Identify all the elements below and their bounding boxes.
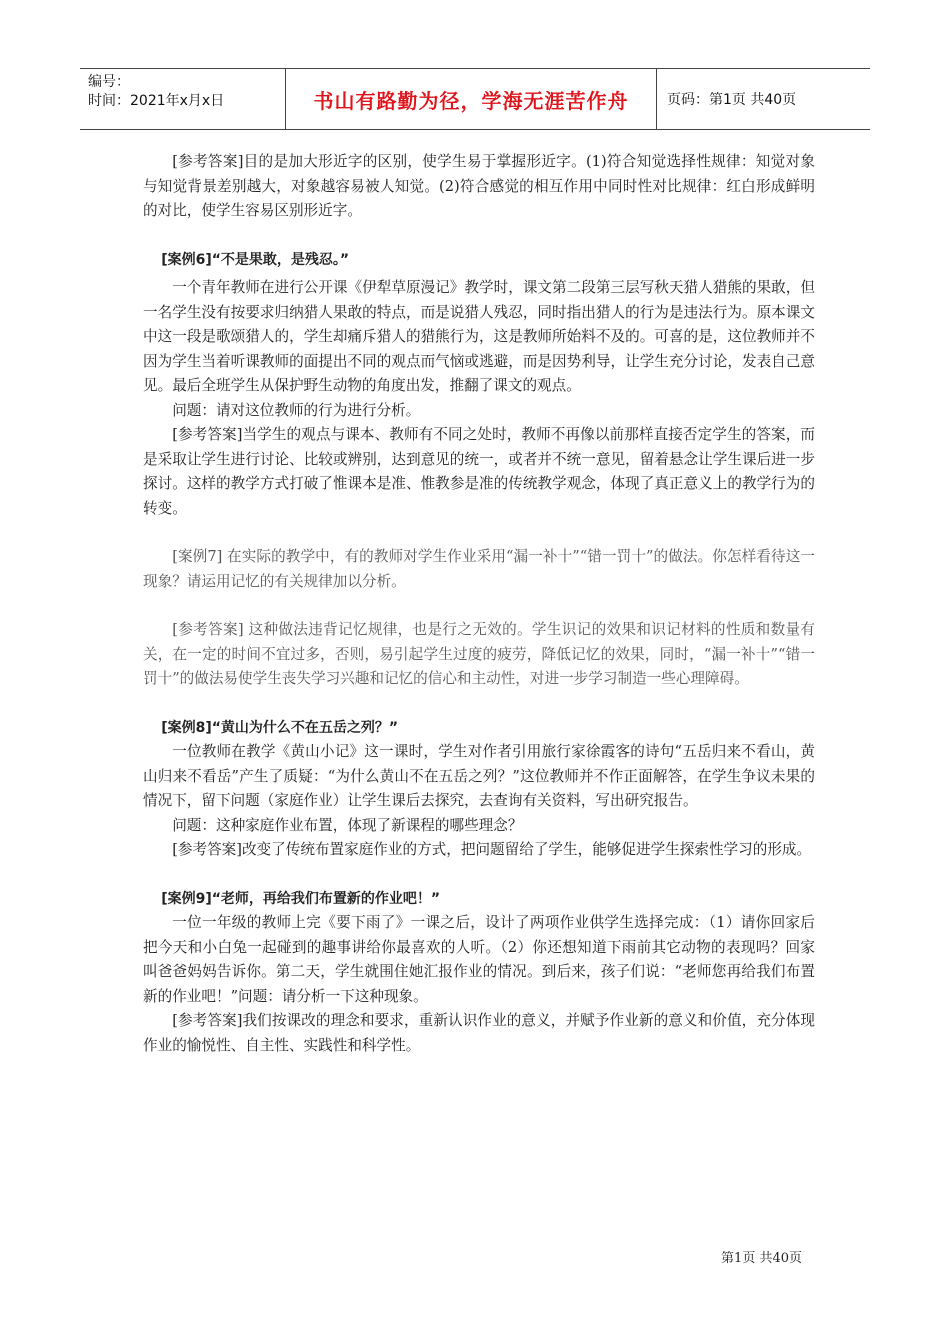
page-header <box>80 68 870 130</box>
document-body <box>143 150 815 1058</box>
header-date-label: 时间：2021年x月x日 <box>88 93 225 109</box>
page-footer: 第1页 共40页 <box>721 1251 802 1266</box>
case9-answer: [参考答案]我们按课改的理念和要求，重新认识作业的意义，并赋予作业新的意义和价值，充分体现作业的愉悦性、自主性、实践性和科学性。 <box>143 1012 815 1054</box>
case9-title: [案例9]“老师，再给我们布置新的作业吧！” <box>161 890 441 907</box>
case7-label: [案例7] <box>172 548 223 565</box>
case7-text: 在实际的教学中，有的教师对学生作业采用“漏一补十”“错一罚十”的做法。你怎样看待这一现象？请运用记忆的有关规律加以分析。 <box>143 548 815 590</box>
case9-text: 一位一年级的教师上完《要下雨了》一课之后，设计了两项作业供学生选择完成：（1）请你回家后把今天和小白兔一起碰到的趣事讲给你最喜欢的人听。（2）你还想知道下雨前其它动物的表现吗？回家叫爸爸妈妈告诉你。第二天，学生就围住她汇报作业的情况。到后来，孩子们说：“老师您再给我们布置新的作业吧！”问题：请分析一下这种现象。 <box>143 914 815 1005</box>
case8-title: [案例8]“黄山为什么不在五岳之列？” <box>161 719 399 736</box>
case6-text: 一个青年教师在进行公开课《伊犁草原漫记》教学时，课文第二段第三层写秋天猎人猎熊的果敢，但一名学生没有按要求归纳猎人果敢的特点，而是说猎人残忍，同时指出猎人的行为是违法行为。原本课文中这一段是歌颂猎人的，学生却痛斥猎人的猎熊行为，这是教师所始料不及的。可喜的是，这位教师并不因为学生当着听课教师的面提出不同的观点而气恼或逃避，而是因势利导，让学生充分讨论，发表自己意见。最后全班学生从保护野生动物的角度出发，推翻了课文的观点。 <box>143 279 815 394</box>
header-motto: 书山有路勤为径，学海无涯苦作舟 <box>285 69 657 129</box>
case8-answer: [参考答案]改变了传统布置家庭作业的方式，把问题留给了学生，能够促进学生探索性学习的形成。 <box>172 841 812 858</box>
header-meta <box>80 69 285 129</box>
case6-question: 问题：请对这位教师的行为进行分析。 <box>172 401 421 419</box>
case7-answer: 这种做法违背记忆规律，也是行之无效的。学生识记的效果和识记材料的性质和数量有关，在一定的时间不宜过多，否则，易引起学生过度的疲劳，降低记忆的效果，同时，“漏一补十”“错一罚十”的做法易使学生丧失学习兴趣和记忆的信心和主动性，对进一步学习制造一些心理障碍。 <box>143 621 815 687</box>
case6-title: [案例6]“不是果敢，是残忍。” <box>161 251 350 268</box>
case8-question: 问题：这种家庭作业布置，体现了新课程的哪些理念？ <box>172 816 523 834</box>
case7-answer-label: [参考答案] <box>172 621 244 638</box>
case7-paragraph <box>143 545 815 594</box>
case6-answer: [参考答案]当学生的观点与课本、教师有不同之处时，教师不再像以前那样直接否定学生的答案，而是采取让学生进行讨论、比较或辨别，达到意见的统一，或者并不统一意见，留着悬念让学生课后进一步探讨。这样的教学方式打破了惟课本是准、惟教参是准的传统教学观念，体现了真正意义上的教学行为的转变。 <box>143 426 815 517</box>
header-page-label: 页码：第1页 共40页 <box>667 92 797 108</box>
case8-text: 一位教师在教学《黄山小记》这一课时，学生对作者引用旅行家徐霞客的诗句“五岳归来不看山，黄山归来不看岳”产生了质疑：“为什么黄山不在五岳之列？”这位教师并不作正面解答，在学生争议未果的情况下，留下问题（家庭作业）让学生课后去探究，去查询有关资料，写出研究报告。 <box>143 743 815 809</box>
answer-paragraph: [参考答案]目的是加大形近字的区别，使学生易于掌握形近字。(1)符合知觉选择性规律：知觉对象与知觉背景差别越大，对象越容易被人知觉。(2)符合感觉的相互作用中同时性对比规律：红白形成鲜明的对比，使学生容易区别形近字。 <box>143 153 815 219</box>
case7-answer-paragraph <box>143 618 815 692</box>
header-number-label: 编号： <box>88 74 130 90</box>
